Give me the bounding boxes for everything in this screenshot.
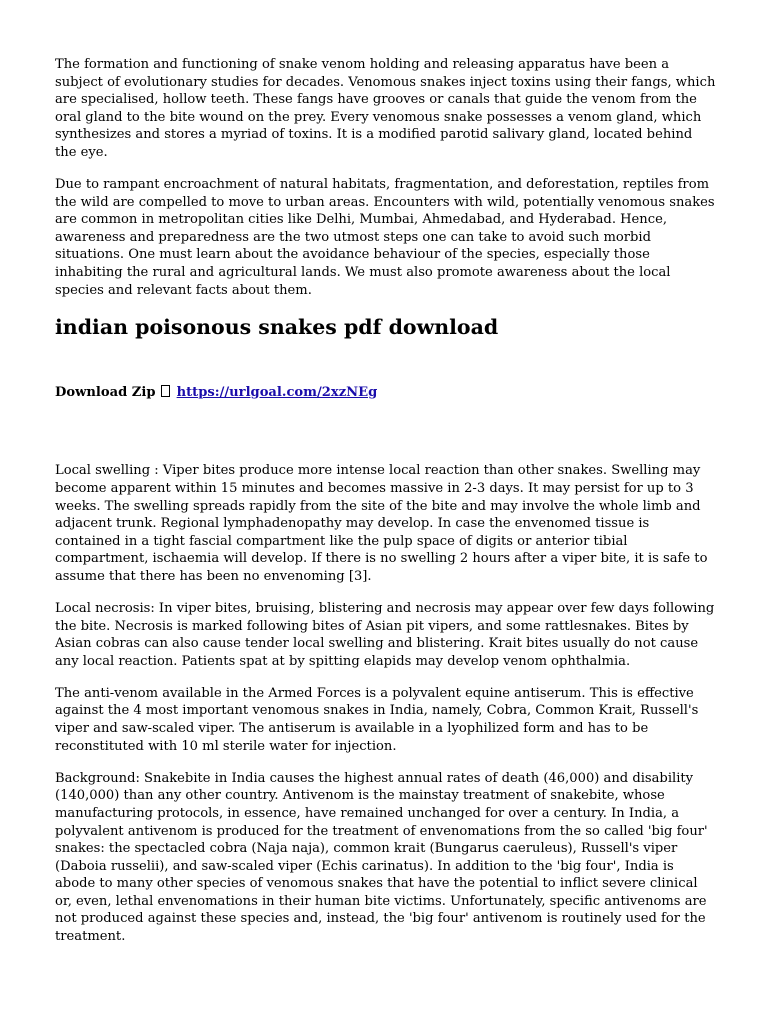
body-paragraph-1: Local swelling : Viper bites produce more intense local reaction than other snakes. Swelling may become apparent within 15 minutes and becomes massive in 2-3 days. It may persist for up to 3 weeks. The swelling spreads rapidly from the site of the bite and may involve the whole limb and adjacent trunk. Regional lymphadenopathy may develop. In case the envenomed tissue is contained in a tight fascial compartment like the pulp space of digits or anterior tibial compartment, ischaemia will develop. If there is no swelling 2 hours after a viper bite, it is safe to assume that there has been no envenoming [3]. xyxy=(55,463,708,584)
page-title: indian poisonous snakes pdf download xyxy=(55,314,499,339)
download-label: Download Zip xyxy=(55,384,156,400)
spacer xyxy=(55,401,717,462)
intro-paragraph-2: Due to rampant encroachment of natural habitats, fragmentation, and deforestation, reptiles from the wild are compelled to move to urban areas. Encounters with wild, potentially venomous snakes are common in metropolitan cities like Delhi, Mumbai, Ahmedabad, and Hyderabad. Hence, awareness and preparedness are the two utmost steps one can take to avoid such morbid situations. One must learn about the avoidance behaviour of the species, especially those inhabiting the rural and agricultural lands. We must also promote awareness about the local species and relevant facts about them. xyxy=(55,177,715,298)
missing-glyph-icon xyxy=(161,385,170,397)
body-paragraph-2: Local necrosis: In viper bites, bruising, blistering and necrosis may appear over few days following the bite. Necrosis is marked following bites of Asian pit vipers, and some rattlesnakes. Bites by Asian cobras can also cause tender local swelling and blistering. Krait bites usually do not cause any local reaction. Patients spat at by spitting elapids may develop venom ophthalmia. xyxy=(55,600,715,669)
download-link[interactable]: https://urlgoal.com/2xzNEg xyxy=(176,384,378,400)
body-paragraph-3: The anti-venom available in the Armed Forces is a polyvalent equine antiserum. This is effective against the 4 most important venomous snakes in India, namely, Cobra, Common Krait, Russell's viper and saw-scaled viper. The antiserum is available in a lyophilized form and has to be reconstituted with 10 ml sterile water for injection. xyxy=(55,685,699,754)
body-paragraph-4: Background: Snakebite in India causes the highest annual rates of death (46,000) and disability (140,000) than any other country. Antivenom is the mainstay treatment of snakebite, whose manufacturing protocols, in essence, have remained unchanged for over a century. In India, a polyvalent antivenom is produced for the treatment of envenomations from the so called 'big four' snakes: the spectacled cobra (Naja naja), common krait (Bungarus caeruleus), Russell's viper (Daboia russelii), and saw-scaled viper (Echis carinatus). In addition to the 'big four', India is abode to many other species of venomous snakes that have the potential to inflict severe clinical or, even, lethal envenomations in their human bite victims. Unfortunately, specific antivenoms are not produced against these species and, instead, the 'big four' antivenom is routinely used for the treatment. xyxy=(55,770,708,945)
document-page xyxy=(55,56,717,960)
intro-paragraph-1: The formation and functioning of snake venom holding and releasing apparatus have been a subject of evolutionary studies for decades. Venomous snakes inject toxins using their fangs, which are specialised, hollow teeth. These fangs have grooves or canals that guide the venom from the oral gland to the bite wound on the prey. Every venomous snake possesses a venom gland, which synthesizes and stores a myriad of toxins. It is a modified parotid salivary gland, located behind the eye. xyxy=(55,57,716,160)
download-line xyxy=(55,384,717,402)
